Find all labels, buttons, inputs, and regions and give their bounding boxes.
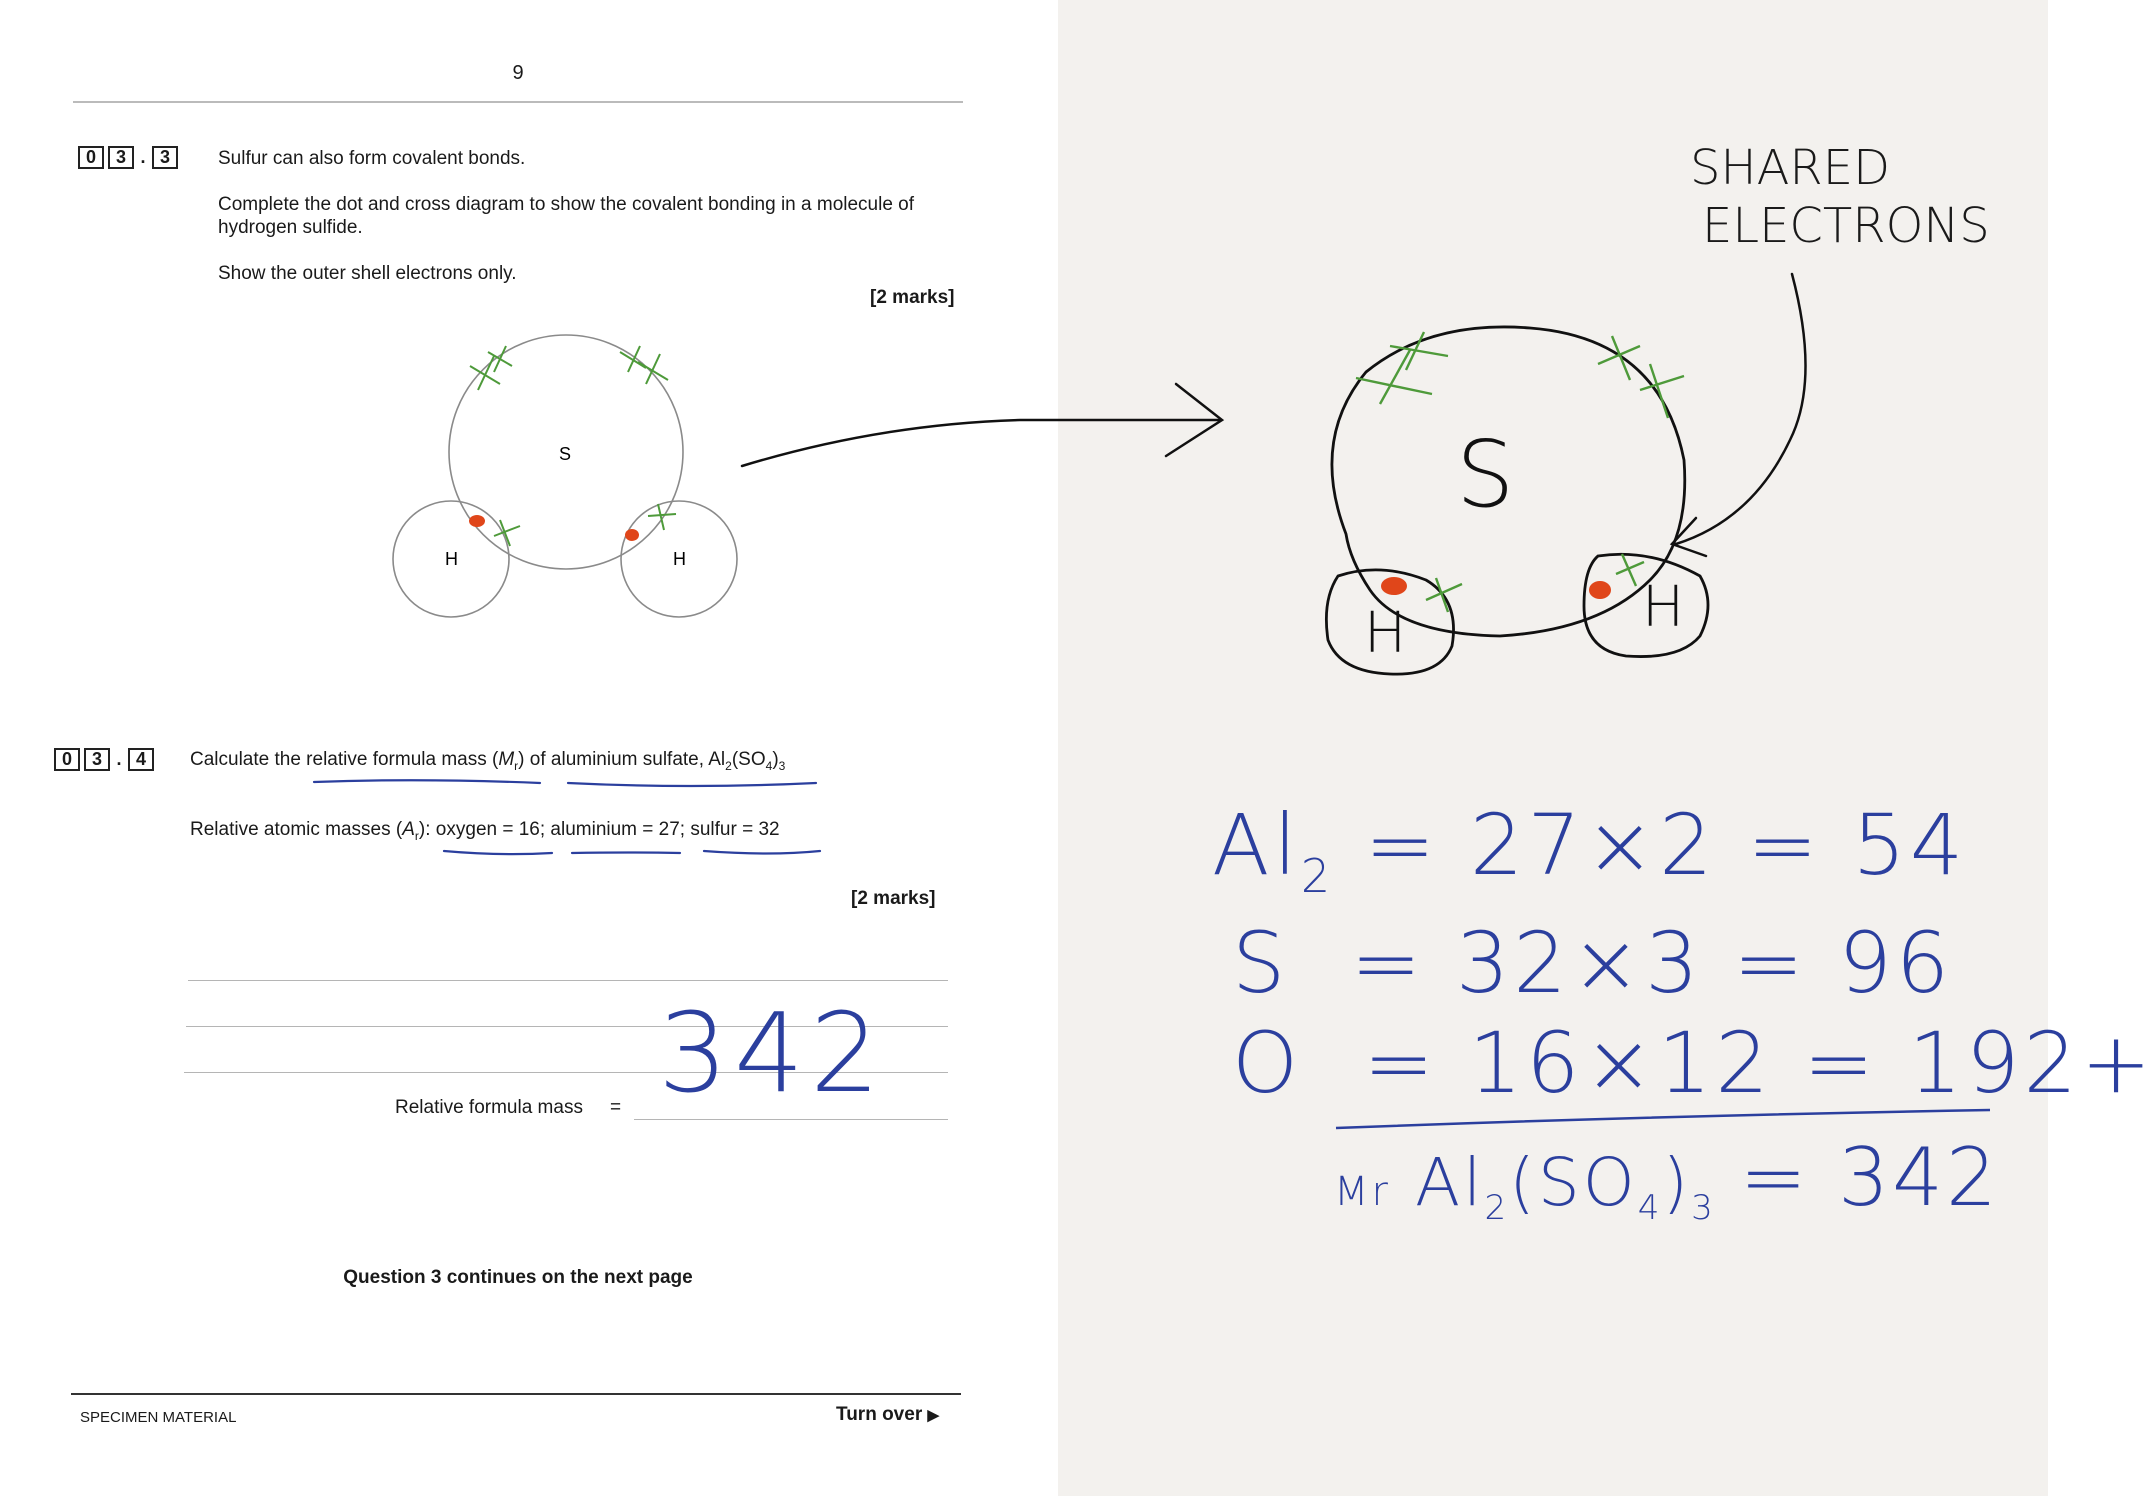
q33-instruction-line1: Complete the dot and cross diagram to show the covalent bonding in a molecule of: [218, 194, 915, 215]
formula-sub: 3: [778, 758, 786, 773]
large-electron-dot: [1381, 577, 1407, 595]
formula-sub: 2: [725, 758, 732, 773]
q34-question-prefix: Calculate the relative formula mass (: [190, 749, 499, 770]
q33-intro: Sulfur can also form covalent bonds.: [218, 148, 526, 169]
formula-mid: (SO: [731, 749, 766, 770]
calc-total-rule: [1336, 1110, 1990, 1128]
ram-prefix: Relative atomic masses (: [190, 819, 403, 840]
calc-total-rest: = 342: [1739, 1131, 2000, 1224]
mr-subscript: r: [514, 758, 519, 773]
number-separator: .: [140, 147, 146, 167]
number-separator: .: [116, 749, 122, 769]
calc-s-symbol: S: [1232, 914, 1290, 1012]
calc-total-mid: (SO: [1509, 1144, 1638, 1221]
large-electron-dot: [1589, 581, 1611, 599]
q33-instruction-line2: hydrogen sulfide.: [218, 217, 363, 238]
q34-question-middle: ) of aluminium sulfate, Al: [518, 749, 726, 770]
annotation-arrow: [1672, 274, 1806, 556]
digit-box: 0: [54, 748, 80, 771]
calc-al-rest: = 27×2 = 54: [1364, 796, 1968, 894]
turn-over-label: Turn over: [836, 1404, 923, 1425]
calc-o-symbol: O: [1232, 1014, 1303, 1112]
formula-sub: 4: [765, 758, 773, 773]
answer-label: Relative formula mass: [395, 1097, 583, 1118]
footer-specimen: SPECIMEN MATERIAL: [80, 1409, 237, 1426]
digit-box: 3: [108, 146, 134, 169]
handwritten-answer: 342: [658, 989, 886, 1117]
large-electron-crosses: [1356, 332, 1684, 612]
calc-s-rest: = 32×3 = 96: [1350, 914, 1954, 1012]
calc-total-al: Al: [1414, 1144, 1485, 1221]
mr-symbol: M: [498, 749, 515, 770]
calc-line-s: [1232, 914, 1954, 1012]
q34-marks: [2 marks]: [851, 888, 936, 909]
calc-total-sub: 4: [1637, 1188, 1663, 1229]
ram-values: ): oxygen = 16; aluminium = 27; sulfur = 32: [418, 819, 780, 840]
play-icon: ▶: [927, 1407, 940, 1424]
large-hydrogen-right-label: H: [1642, 575, 1685, 640]
pointer-arrow: [742, 384, 1222, 466]
annotation-shared: SHARED: [1690, 140, 1891, 196]
annotation-electrons: ELECTRONS: [1702, 198, 1990, 254]
page-number: 9: [512, 62, 524, 84]
q33-marks: [2 marks]: [870, 287, 955, 308]
continues-note: Question 3 continues on the next page: [343, 1267, 693, 1288]
sulfur-label: S: [559, 444, 572, 464]
hydrogen-right-label: H: [673, 549, 686, 569]
digit-box: 3: [152, 146, 178, 169]
calc-total-line: [1334, 1131, 2000, 1248]
calc-al-symbol: Al: [1212, 796, 1301, 894]
large-hydrogen-left-label: H: [1364, 601, 1407, 666]
ar-symbol: A: [402, 819, 415, 840]
calc-al-sub: 2: [1300, 848, 1335, 903]
q33-instruction-outer-shell: Show the outer shell electrons only.: [218, 263, 517, 284]
formula-end: ): [772, 749, 779, 770]
calc-total-mr: Mr: [1334, 1169, 1391, 1215]
calc-line-al: [1212, 796, 1968, 921]
calc-o-rest: = 16×12 = 192+: [1363, 1014, 2155, 1112]
large-sulfur-label: S: [1456, 421, 1515, 528]
calc-total-sub: 3: [1691, 1188, 1716, 1229]
digit-box: 3: [84, 748, 110, 771]
calc-total-sub: 2: [1484, 1188, 1510, 1229]
calc-line-o: [1232, 1014, 2155, 1112]
hydrogen-left-label: H: [445, 549, 458, 569]
ar-subscript: r: [414, 828, 419, 843]
answer-equals: =: [610, 1097, 622, 1118]
digit-box: 4: [128, 748, 154, 771]
calc-total-end: ): [1662, 1144, 1692, 1221]
digit-box: 0: [78, 146, 104, 169]
